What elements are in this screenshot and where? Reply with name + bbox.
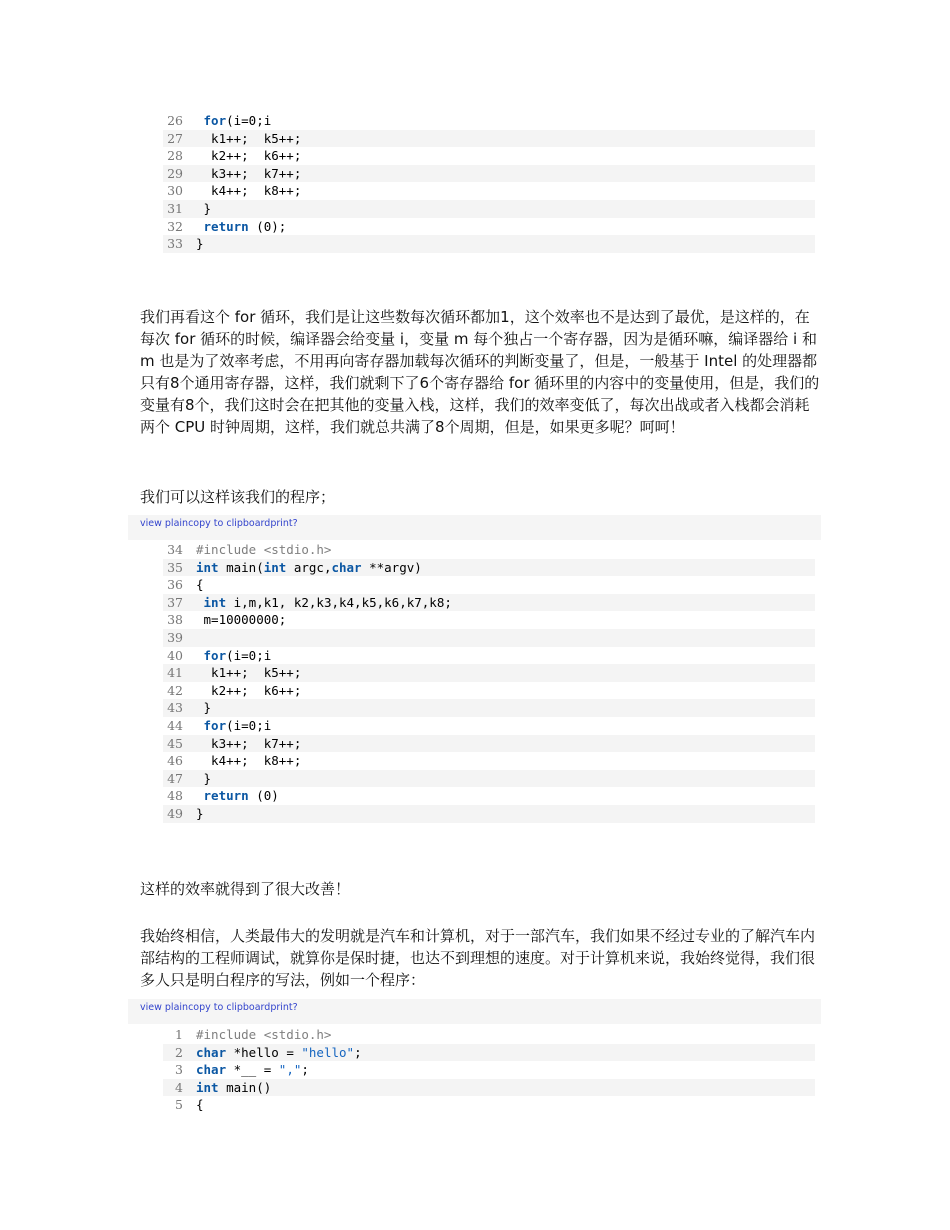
code-line [163, 1026, 815, 1044]
code-line [163, 1079, 815, 1097]
code-text: } [196, 200, 212, 216]
copy-link[interactable]: copy [188, 518, 211, 529]
line-number: 41 [167, 665, 183, 681]
code-line [163, 576, 815, 594]
code-line [163, 165, 815, 183]
line-number: 1 [175, 1027, 183, 1042]
line-number: 5 [175, 1097, 183, 1113]
to-clipboard-link[interactable]: to clipboard [213, 1002, 271, 1013]
code-text: return (0); [203, 218, 287, 234]
code-text: int main(int argc,char **argv) [196, 559, 422, 575]
view-plain-link[interactable]: view plain [140, 518, 189, 529]
code-line [163, 787, 815, 805]
code-line [163, 735, 815, 753]
line-number: 32 [167, 218, 183, 234]
code-toolbar-2 [128, 999, 821, 1024]
line-number: 4 [175, 1079, 183, 1095]
code-text: #include <stdio.h> [196, 1027, 332, 1042]
code-text: } [196, 770, 212, 786]
line-number: 37 [167, 594, 183, 610]
code-line [163, 647, 815, 665]
line-number: 3 [175, 1062, 183, 1078]
code-line [163, 629, 815, 647]
line-number: 44 [167, 717, 183, 733]
line-number: 43 [167, 700, 183, 716]
code-text: #include <stdio.h> [196, 542, 332, 557]
code-text: k2++; k6++; [196, 148, 302, 164]
code-line [163, 1044, 815, 1062]
code-line [163, 717, 815, 735]
code-toolbar-1 [128, 515, 821, 540]
line-number: 35 [167, 559, 183, 575]
code-block-2 [163, 541, 815, 823]
code-text: } [196, 236, 204, 252]
paragraph-rewrite-intro: 我们可以这样该我们的程序； [140, 488, 336, 506]
code-text: char *__ = ","; [196, 1062, 309, 1078]
line-number: 31 [167, 200, 183, 216]
code-line [163, 1096, 815, 1114]
code-text: k1++; k5++; [196, 130, 302, 146]
paragraph-improvement: 这样的效率就得到了很大改善！ [140, 880, 351, 898]
code-line [163, 611, 815, 629]
line-number: 26 [167, 113, 183, 128]
line-number: 42 [167, 682, 183, 698]
line-number: 36 [167, 577, 183, 593]
code-text [183, 629, 815, 647]
paragraph-car-analogy: 我始终相信，人类最伟大的发明就是汽车和计算机，对于一部汽车，我们如果不经过专业的了解汽车内部结构的工程师调试，就算你是保时捷，也达不到理想的速度。对于计算机来说，我始终觉得，我们很多人只是明白程序的写法，例如一个程序： [140, 927, 816, 989]
code-text: for(i=0;i [203, 717, 272, 733]
help-link[interactable]: ? [292, 1002, 298, 1013]
code-line [163, 235, 815, 253]
code-text: for(i=0;i [203, 647, 272, 663]
code-text: } [196, 700, 212, 716]
code-text: return (0) [203, 788, 279, 804]
code-line [163, 752, 815, 770]
code-line [163, 130, 815, 148]
code-line [163, 1061, 815, 1079]
print-link[interactable]: print [270, 518, 293, 529]
code-line [163, 805, 815, 823]
code-text: k3++; k7++; [196, 735, 302, 751]
code-text: k2++; k6++; [196, 682, 302, 698]
code-text: { [196, 577, 204, 593]
code-text: k4++; k8++; [196, 753, 302, 769]
code-text: m=10000000; [196, 612, 287, 628]
code-text: int main() [196, 1079, 272, 1095]
line-number: 46 [167, 753, 183, 769]
code-block-1 [163, 112, 815, 253]
code-text: k4++; k8++; [196, 183, 302, 199]
code-line [163, 112, 815, 130]
code-line [163, 200, 815, 218]
line-number: 45 [167, 735, 183, 751]
code-block-3 [163, 1026, 815, 1114]
line-number: 39 [167, 629, 183, 645]
code-line [163, 559, 815, 577]
code-line [163, 541, 815, 559]
line-number: 49 [167, 805, 183, 821]
code-text: } [196, 805, 204, 821]
code-text: for(i=0;i [203, 113, 272, 128]
line-number: 29 [167, 165, 183, 181]
code-text: int i,m,k1, k2,k3,k4,k5,k6,k7,k8; [203, 594, 452, 610]
code-text: { [196, 1097, 204, 1113]
line-number: 2 [175, 1044, 183, 1060]
to-clipboard-link[interactable]: to clipboard [213, 518, 271, 529]
code-line [163, 664, 815, 682]
copy-link[interactable]: copy [188, 1002, 211, 1013]
code-text: char *hello = "hello"; [196, 1044, 362, 1060]
code-text: k1++; k5++; [196, 665, 302, 681]
code-line [163, 770, 815, 788]
print-link[interactable]: print [270, 1002, 293, 1013]
line-number: 34 [167, 542, 183, 557]
help-link[interactable]: ? [292, 518, 298, 529]
line-number: 40 [167, 647, 183, 663]
code-line [163, 699, 815, 717]
paragraph-register-explanation: 我们再看这个 for 循环，我们是让这些数每次循环都加1，这个效率也不是达到了最优，是这样的，在每次 for 循环的时候，编译器会给变量 i，变量 m 每个独占一个寄存器，因为是循环嘛，编译器给 i 和 m 也是为了效率考虑，不用再向寄存器加载每次循环的判断变量了，但是，一般基于 Intel 的处理器都只有8个通用寄存器，这样，我们就剩下了6个寄存器给 for 循环里的内容中的变量使用，但是，我们的变量有8个，我们这时会在把其他的变量入栈，这样，我们的效率变低了，每次出战或者入栈都会消耗两个 CPU 时钟周期，这样，我们就总共满了8个周期，但是，如果更多呢？呵呵！ [140, 308, 820, 436]
code-text: k3++; k7++; [196, 165, 302, 181]
line-number: 48 [167, 788, 183, 804]
line-number: 27 [167, 130, 183, 146]
code-line [163, 218, 815, 236]
line-number: 33 [167, 236, 183, 252]
code-line [163, 147, 815, 165]
line-number: 30 [167, 183, 183, 199]
line-number: 47 [167, 770, 183, 786]
line-number: 38 [167, 612, 183, 628]
code-line [163, 682, 815, 700]
view-plain-link[interactable]: view plain [140, 1002, 189, 1013]
code-line [163, 182, 815, 200]
line-number: 28 [167, 148, 183, 164]
code-line [163, 594, 815, 612]
